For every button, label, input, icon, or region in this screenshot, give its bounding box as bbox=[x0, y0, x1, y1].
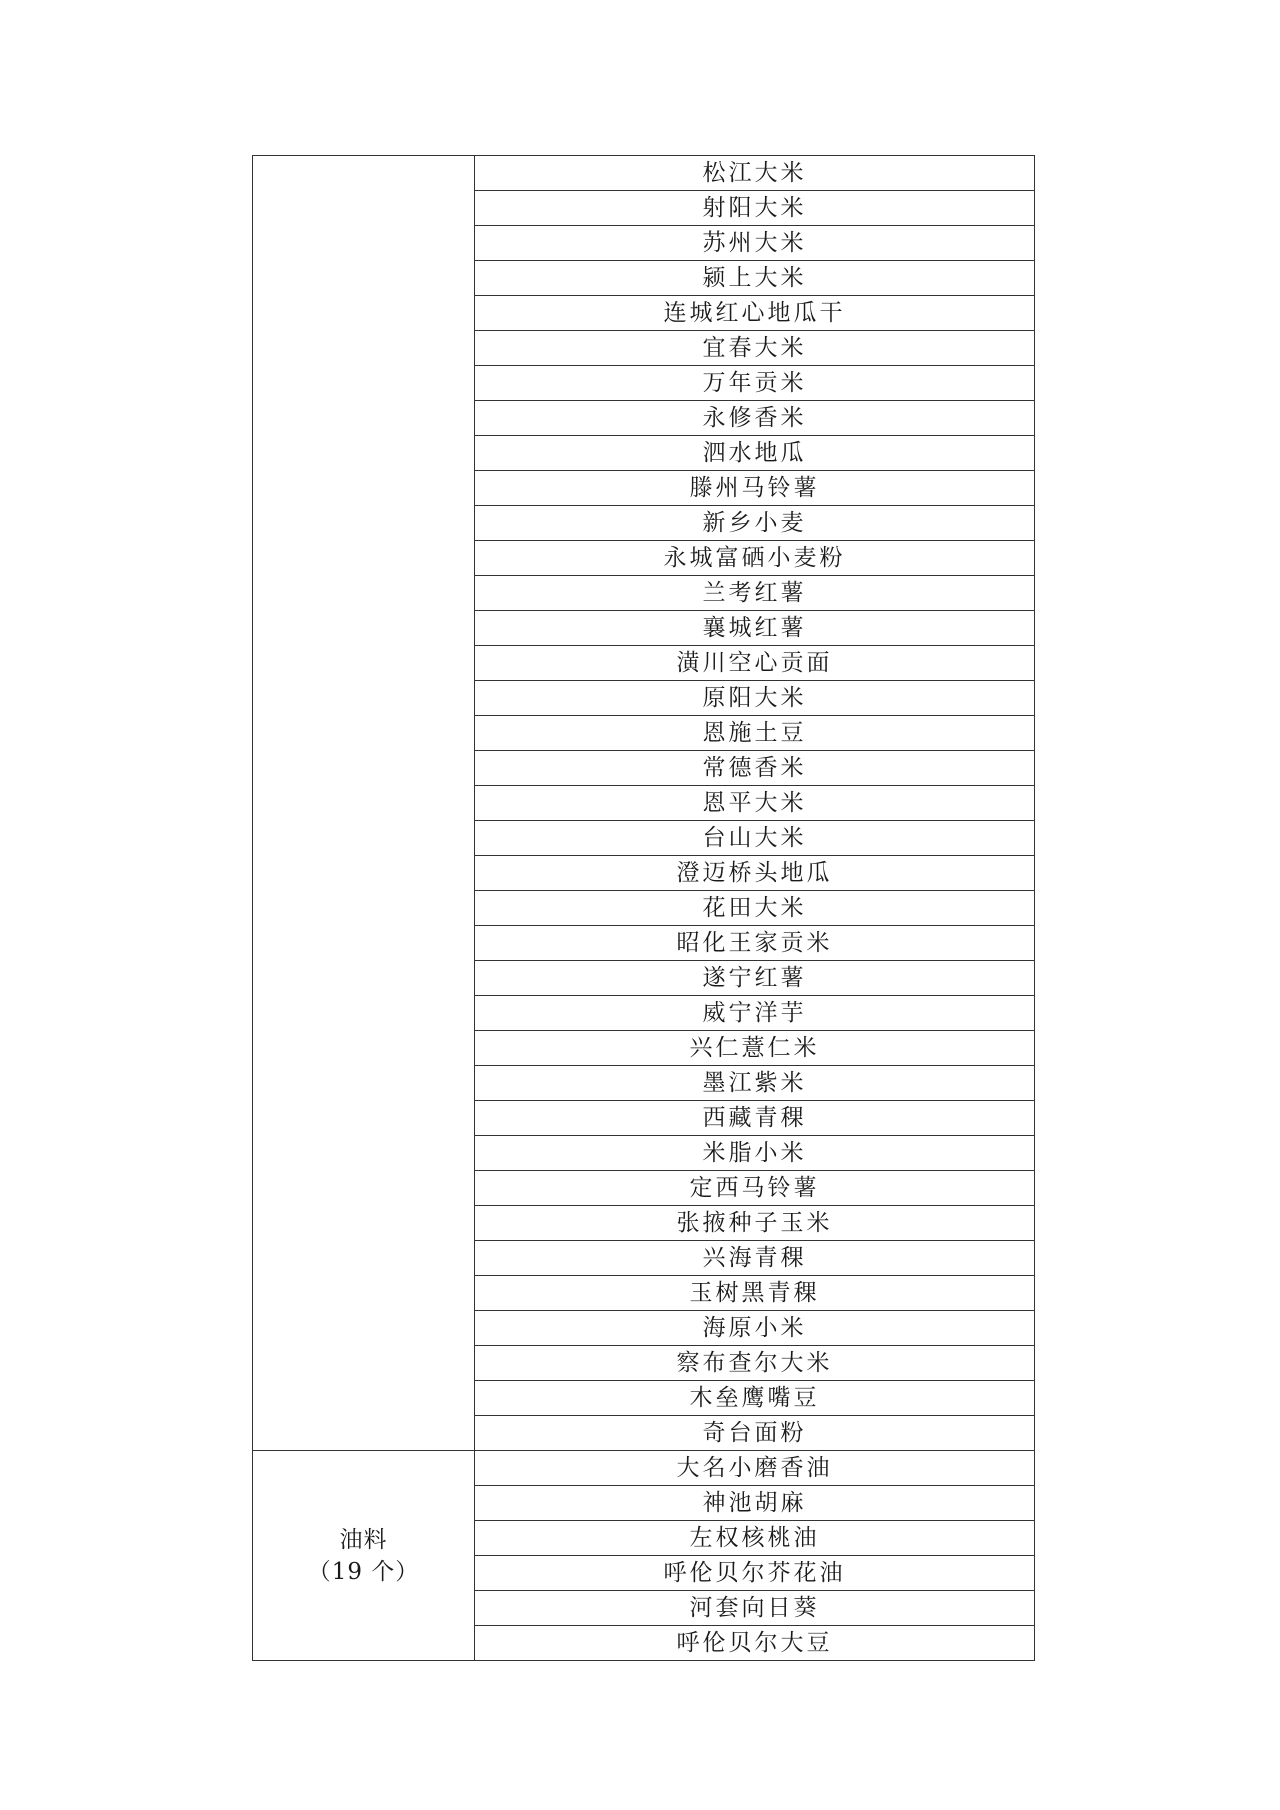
product-name-cell: 恩施土豆 bbox=[475, 716, 1035, 751]
product-name-cell: 永修香米 bbox=[475, 401, 1035, 436]
product-name-cell: 定西马铃薯 bbox=[475, 1171, 1035, 1206]
product-name-cell: 襄城红薯 bbox=[475, 611, 1035, 646]
product-name-cell: 大名小磨香油 bbox=[475, 1451, 1035, 1486]
product-name-cell: 宜春大米 bbox=[475, 331, 1035, 366]
product-name-cell: 左权核桃油 bbox=[475, 1521, 1035, 1556]
product-name-cell: 原阳大米 bbox=[475, 681, 1035, 716]
product-name-cell: 张掖种子玉米 bbox=[475, 1206, 1035, 1241]
product-name-cell: 常德香米 bbox=[475, 751, 1035, 786]
product-name-cell: 威宁洋芋 bbox=[475, 996, 1035, 1031]
product-name-cell: 木垒鹰嘴豆 bbox=[475, 1381, 1035, 1416]
product-name-cell: 恩平大米 bbox=[475, 786, 1035, 821]
product-name-cell: 玉树黑青稞 bbox=[475, 1276, 1035, 1311]
category-cell bbox=[253, 156, 475, 1451]
product-table bbox=[252, 155, 1035, 1661]
product-name-cell: 射阳大米 bbox=[475, 191, 1035, 226]
product-name-cell: 泗水地瓜 bbox=[475, 436, 1035, 471]
product-name-cell: 花田大米 bbox=[475, 891, 1035, 926]
product-name-cell: 兴海青稞 bbox=[475, 1241, 1035, 1276]
product-name-cell: 兰考红薯 bbox=[475, 576, 1035, 611]
product-name-cell: 兴仁薏仁米 bbox=[475, 1031, 1035, 1066]
product-name-cell: 呼伦贝尔大豆 bbox=[475, 1626, 1035, 1661]
category-count: （19 个） bbox=[307, 1558, 420, 1585]
product-name-cell: 墨江紫米 bbox=[475, 1066, 1035, 1101]
category-cell bbox=[253, 1451, 475, 1661]
product-name-cell: 河套向日葵 bbox=[475, 1591, 1035, 1626]
product-name-cell: 遂宁红薯 bbox=[475, 961, 1035, 996]
product-name-cell: 松江大米 bbox=[475, 156, 1035, 191]
table-row bbox=[253, 1451, 1035, 1486]
product-name-cell: 海原小米 bbox=[475, 1311, 1035, 1346]
product-name-cell: 苏州大米 bbox=[475, 226, 1035, 261]
product-name-cell: 昭化王家贡米 bbox=[475, 926, 1035, 961]
product-name-cell: 永城富硒小麦粉 bbox=[475, 541, 1035, 576]
category-name: 油料 bbox=[339, 1526, 388, 1553]
product-name-cell: 连城红心地瓜干 bbox=[475, 296, 1035, 331]
product-name-cell: 奇台面粉 bbox=[475, 1416, 1035, 1451]
table-row bbox=[253, 156, 1035, 191]
product-name-cell: 米脂小米 bbox=[475, 1136, 1035, 1171]
product-table-body bbox=[253, 156, 1035, 1661]
product-name-cell: 台山大米 bbox=[475, 821, 1035, 856]
product-name-cell: 察布查尔大米 bbox=[475, 1346, 1035, 1381]
product-name-cell: 新乡小麦 bbox=[475, 506, 1035, 541]
product-name-cell: 颍上大米 bbox=[475, 261, 1035, 296]
product-name-cell: 呼伦贝尔芥花油 bbox=[475, 1556, 1035, 1591]
product-name-cell: 滕州马铃薯 bbox=[475, 471, 1035, 506]
product-name-cell: 西藏青稞 bbox=[475, 1101, 1035, 1136]
product-name-cell: 神池胡麻 bbox=[475, 1486, 1035, 1521]
product-name-cell: 万年贡米 bbox=[475, 366, 1035, 401]
product-name-cell: 澄迈桥头地瓜 bbox=[475, 856, 1035, 891]
product-name-cell: 潢川空心贡面 bbox=[475, 646, 1035, 681]
